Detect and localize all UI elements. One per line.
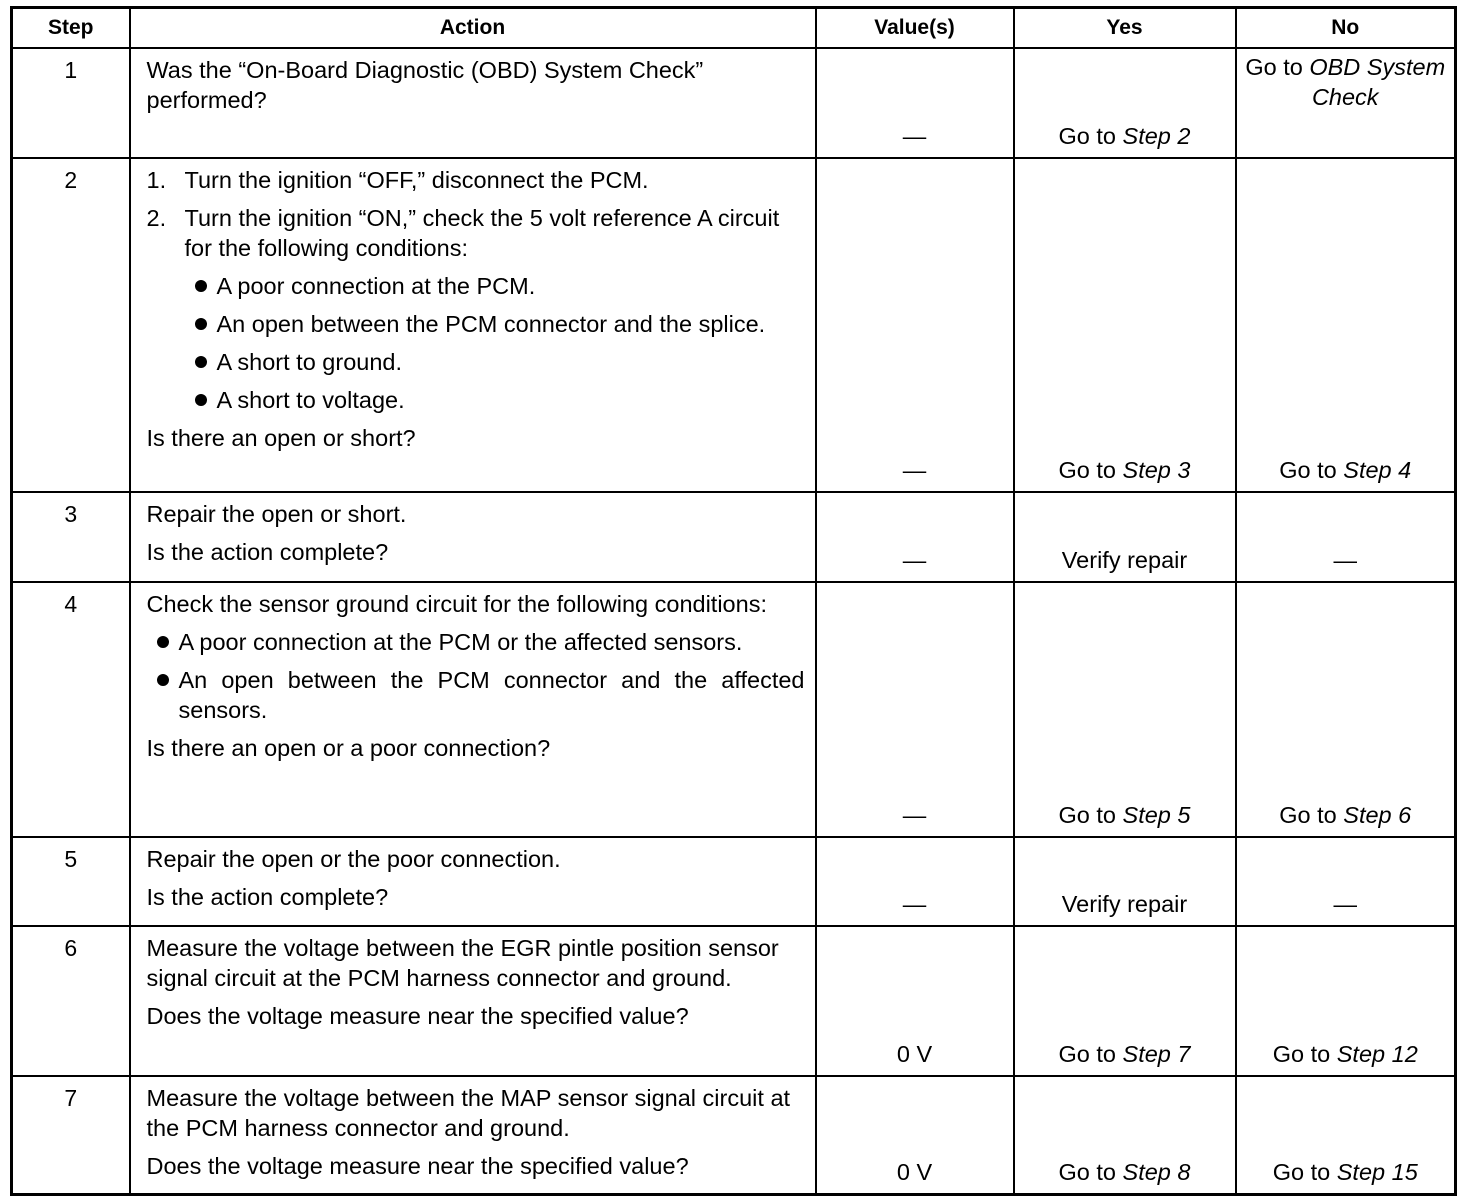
action-question: Is there an open or short? bbox=[146, 425, 416, 451]
value-text: — bbox=[902, 891, 927, 917]
value-cell bbox=[816, 926, 1014, 1076]
yes-text: Verify repair bbox=[1061, 891, 1188, 917]
bullet-item: A poor connection at the PCM. bbox=[185, 271, 805, 301]
action-cell bbox=[130, 582, 816, 837]
no-text: — bbox=[1333, 891, 1357, 917]
no-cell bbox=[1236, 1076, 1456, 1194]
table-row bbox=[12, 492, 1456, 582]
value-cell bbox=[816, 837, 1014, 926]
value-cell bbox=[816, 1076, 1014, 1194]
header-row bbox=[12, 8, 1456, 49]
yes-cell bbox=[1014, 837, 1236, 926]
value-cell bbox=[816, 582, 1014, 837]
action-question: Is the action complete? bbox=[146, 884, 389, 910]
value-cell bbox=[816, 48, 1014, 158]
action-cell bbox=[130, 926, 816, 1076]
yes-cell bbox=[1014, 1076, 1236, 1194]
yes-cell bbox=[1014, 492, 1236, 582]
yes-link[interactable]: Go to Step 5 bbox=[1058, 802, 1191, 828]
header-values: Value(s) bbox=[816, 8, 1014, 49]
diagnostic-table bbox=[10, 6, 1457, 1196]
yes-link[interactable]: Go to Step 3 bbox=[1058, 457, 1191, 483]
header-no: No bbox=[1236, 8, 1456, 49]
value-text: — bbox=[902, 123, 927, 149]
header-action: Action bbox=[130, 8, 816, 49]
no-cell bbox=[1236, 837, 1456, 926]
action-question: Is the action complete? bbox=[146, 539, 389, 565]
no-cell bbox=[1236, 48, 1456, 158]
value-cell bbox=[816, 158, 1014, 492]
no-link[interactable]: Go to Step 4 bbox=[1279, 457, 1412, 483]
yes-cell bbox=[1014, 48, 1236, 158]
action-cell bbox=[130, 158, 816, 492]
yes-cell bbox=[1014, 926, 1236, 1076]
numbered-item: 2. Turn the ignition “ON,” check the 5 volt reference A circuit for the following conditions: bbox=[146, 205, 780, 261]
value-text: 0 V bbox=[896, 1041, 933, 1067]
numbered-item: 1. Turn the ignition “OFF,” disconnect the PCM. bbox=[146, 167, 649, 193]
yes-link[interactable]: Go to Step 2 bbox=[1058, 123, 1191, 149]
no-cell bbox=[1236, 158, 1456, 492]
header-step: Step bbox=[12, 8, 130, 49]
yes-cell bbox=[1014, 582, 1236, 837]
bullet-item: An open between the PCM connector and the splice. bbox=[185, 309, 805, 339]
no-cell bbox=[1236, 492, 1456, 582]
value-cell bbox=[816, 492, 1014, 582]
action-cell bbox=[130, 837, 816, 926]
action-text: Check the sensor ground circuit for the following conditions: bbox=[146, 591, 767, 617]
action-cell bbox=[130, 492, 816, 582]
value-text: — bbox=[902, 457, 927, 483]
value-text: — bbox=[902, 802, 927, 828]
bullet-item: A short to voltage. bbox=[185, 385, 805, 415]
bullet-item: A poor connection at the PCM or the affected sensors. bbox=[147, 627, 805, 657]
yes-link[interactable]: Go to Step 7 bbox=[1058, 1041, 1191, 1067]
action-question: Does the voltage measure near the specified value? bbox=[146, 1003, 689, 1029]
no-link[interactable]: Go to Step 6 bbox=[1279, 802, 1412, 828]
no-link[interactable]: Go to Step 12 bbox=[1272, 1041, 1418, 1067]
step-number: 1 bbox=[12, 48, 130, 158]
table-row bbox=[12, 582, 1456, 837]
no-cell bbox=[1236, 926, 1456, 1076]
yes-cell bbox=[1014, 158, 1236, 492]
yes-text: Verify repair bbox=[1061, 547, 1188, 573]
value-text: — bbox=[902, 547, 927, 573]
action-text: Repair the open or the poor connection. bbox=[146, 846, 561, 872]
action-cell bbox=[130, 1076, 816, 1194]
step-number: 2 bbox=[12, 158, 130, 492]
header-yes: Yes bbox=[1014, 8, 1236, 49]
step-number: 3 bbox=[12, 492, 130, 582]
action-question: Does the voltage measure near the specified value? bbox=[146, 1153, 689, 1179]
bullet-list bbox=[147, 271, 805, 415]
value-text: 0 V bbox=[896, 1158, 933, 1185]
action-question: Was the “On-Board Diagnostic (OBD) System Check” performed? bbox=[146, 57, 704, 113]
step-number: 6 bbox=[12, 926, 130, 1076]
action-question: Is there an open or a poor connection? bbox=[146, 735, 551, 761]
step-number: 7 bbox=[12, 1076, 130, 1194]
action-text: Repair the open or short. bbox=[146, 501, 407, 527]
table-row bbox=[12, 158, 1456, 492]
step-number: 5 bbox=[12, 837, 130, 926]
table-row bbox=[12, 837, 1456, 926]
action-text: Measure the voltage between the EGR pintle position sensor signal circuit at the PCM harness connector and ground. bbox=[146, 935, 779, 991]
bullet-item: A short to ground. bbox=[185, 347, 805, 377]
action-text: Measure the voltage between the MAP sensor signal circuit at the PCM harness connector and ground. bbox=[146, 1085, 791, 1141]
bullet-item: An open between the PCM connector and the affected sensors. bbox=[147, 665, 805, 725]
action-cell bbox=[130, 48, 816, 158]
yes-link[interactable]: Go to Step 8 bbox=[1058, 1158, 1191, 1185]
step-number: 4 bbox=[12, 582, 130, 837]
table-row bbox=[12, 1076, 1456, 1194]
no-link[interactable]: Go to Step 15 bbox=[1272, 1158, 1418, 1185]
table-row bbox=[12, 926, 1456, 1076]
no-link[interactable]: Go to OBD System Check bbox=[1245, 54, 1446, 110]
table-row bbox=[12, 48, 1456, 158]
no-cell bbox=[1236, 582, 1456, 837]
no-text: — bbox=[1333, 547, 1357, 573]
